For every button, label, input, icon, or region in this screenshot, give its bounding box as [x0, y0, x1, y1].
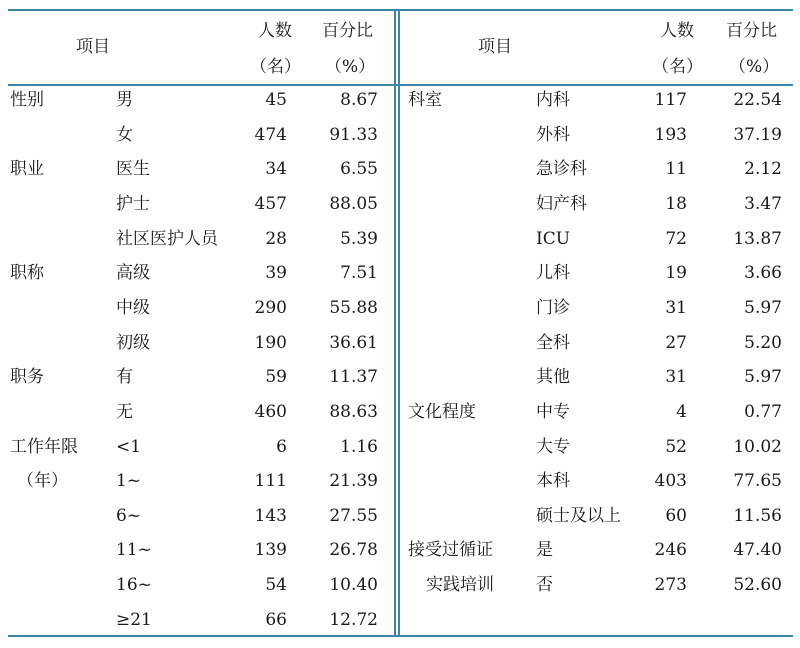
- header-pct-label: 百分比: [726, 21, 777, 41]
- row-count: 27: [665, 332, 687, 353]
- row-subcategory: 外科: [536, 124, 570, 145]
- row-count: 290: [254, 297, 287, 318]
- row-percent: 55.88: [329, 297, 378, 318]
- header-count-label: 人数: [258, 21, 292, 41]
- row-subcategory: 中级: [116, 297, 150, 318]
- row-subcategory: 大专: [536, 436, 570, 457]
- row-subcategory: 急诊科: [536, 159, 587, 180]
- row-count: 6: [276, 436, 287, 457]
- row-category: 接受过循证: [408, 540, 493, 561]
- header-item-label: 项目: [76, 37, 110, 57]
- row-percent: 10.40: [329, 575, 378, 596]
- header-count-unit: （名）: [652, 57, 703, 77]
- row-subcategory: 妇产科: [536, 193, 587, 214]
- row-subcategory: <1: [116, 436, 142, 457]
- row-percent: 36.61: [329, 332, 378, 353]
- row-percent: 11.37: [329, 367, 378, 388]
- header-pct-unit: （%）: [325, 57, 376, 77]
- header-pct-unit: （%）: [729, 57, 780, 77]
- row-subcategory: 女: [116, 124, 133, 145]
- header-rule: [8, 84, 793, 86]
- row-percent: 5.97: [744, 297, 782, 318]
- row-subcategory: 门诊: [536, 297, 570, 318]
- row-subcategory: 男: [116, 90, 133, 110]
- row-subcategory: 否: [536, 575, 553, 596]
- bottom-rule: [8, 635, 793, 637]
- row-subcategory: 医生: [116, 159, 150, 180]
- row-category: 文化程度: [408, 401, 476, 422]
- row-count: 72: [665, 228, 687, 249]
- row-subcategory: 无: [116, 401, 133, 422]
- row-count: 31: [665, 367, 687, 388]
- row-count: 273: [654, 575, 687, 596]
- row-subcategory: 其他: [536, 367, 570, 388]
- header-count-unit: （名）: [250, 57, 301, 77]
- row-category: 性别: [10, 90, 44, 110]
- row-subcategory: 有: [116, 367, 133, 388]
- row-percent: 5.20: [744, 332, 782, 353]
- row-percent: 10.02: [733, 436, 782, 457]
- header-count-label: 人数: [660, 21, 694, 41]
- row-percent: 27.55: [329, 505, 378, 526]
- row-count: 19: [665, 263, 687, 284]
- row-category: 职务: [10, 367, 44, 388]
- row-category: 科室: [408, 90, 442, 110]
- row-count: 45: [265, 90, 287, 110]
- row-percent: 37.19: [733, 124, 782, 145]
- row-percent: 2.12: [744, 159, 782, 180]
- row-subcategory: 社区医护人员: [116, 228, 218, 249]
- row-count: 11: [665, 159, 687, 180]
- row-count: 111: [254, 471, 287, 492]
- row-subcategory: 初级: [116, 332, 150, 353]
- row-count: 54: [265, 575, 287, 596]
- row-count: 457: [254, 193, 287, 214]
- row-count: 246: [654, 540, 687, 561]
- row-percent: 0.77: [744, 401, 782, 422]
- row-count: 193: [654, 124, 687, 145]
- row-percent: 1.16: [340, 436, 378, 457]
- row-subcategory: 高级: [116, 263, 150, 284]
- row-count: 143: [254, 505, 287, 526]
- row-subcategory: 是: [536, 540, 553, 561]
- row-percent: 47.40: [733, 540, 782, 561]
- row-percent: 52.60: [733, 575, 782, 596]
- row-count: 60: [665, 505, 687, 526]
- row-percent: 12.72: [329, 609, 378, 630]
- row-subcategory: 6~: [116, 505, 142, 526]
- row-percent: 13.87: [733, 228, 782, 249]
- row-category: 工作年限: [10, 436, 78, 457]
- row-percent: 11.56: [733, 505, 782, 526]
- row-percent: 7.51: [340, 263, 378, 284]
- row-percent: 3.47: [744, 193, 782, 214]
- row-category: 实践培训: [426, 575, 494, 596]
- row-percent: 6.55: [340, 159, 378, 180]
- row-count: 66: [265, 609, 287, 630]
- row-count: 31: [665, 297, 687, 318]
- row-category: 职称: [10, 263, 44, 284]
- row-percent: 88.05: [329, 193, 378, 214]
- row-count: 4: [676, 401, 687, 422]
- row-count: 52: [665, 436, 687, 457]
- row-percent: 91.33: [329, 124, 378, 145]
- row-subcategory: 中专: [536, 401, 570, 422]
- row-category: （年）: [17, 471, 68, 492]
- row-subcategory: 护士: [116, 193, 150, 214]
- row-subcategory: ≥21: [116, 609, 152, 630]
- row-count: 139: [254, 540, 287, 561]
- row-count: 117: [654, 90, 687, 110]
- row-count: 39: [265, 263, 287, 284]
- row-subcategory: 1~: [116, 471, 142, 492]
- row-count: 28: [265, 228, 287, 249]
- row-subcategory: 本科: [536, 471, 570, 492]
- column-divider: [398, 9, 400, 637]
- row-percent: 26.78: [329, 540, 378, 561]
- row-count: 190: [254, 332, 287, 353]
- column-divider: [394, 9, 396, 637]
- row-subcategory: 16~: [116, 575, 152, 596]
- row-count: 34: [265, 159, 287, 180]
- row-percent: 3.66: [744, 263, 782, 284]
- top-rule: [8, 9, 793, 11]
- row-subcategory: 全科: [536, 332, 570, 353]
- row-count: 474: [254, 124, 287, 145]
- row-subcategory: 硕士及以上: [536, 505, 621, 526]
- row-count: 403: [654, 471, 687, 492]
- row-subcategory: ICU: [536, 228, 571, 249]
- row-subcategory: 11~: [116, 540, 152, 561]
- row-percent: 88.63: [329, 401, 378, 422]
- row-category: 职业: [10, 159, 44, 180]
- row-percent: 77.65: [733, 471, 782, 492]
- row-count: 59: [265, 367, 287, 388]
- row-percent: 5.97: [744, 367, 782, 388]
- row-percent: 21.39: [329, 471, 378, 492]
- header-item-label: 项目: [478, 37, 512, 57]
- row-percent: 22.54: [733, 90, 782, 110]
- header-pct-label: 百分比: [322, 21, 373, 41]
- row-count: 460: [254, 401, 287, 422]
- row-subcategory: 内科: [536, 90, 570, 110]
- row-percent: 8.67: [340, 90, 378, 110]
- row-subcategory: 儿科: [536, 263, 570, 284]
- row-percent: 5.39: [340, 228, 378, 249]
- row-count: 18: [665, 193, 687, 214]
